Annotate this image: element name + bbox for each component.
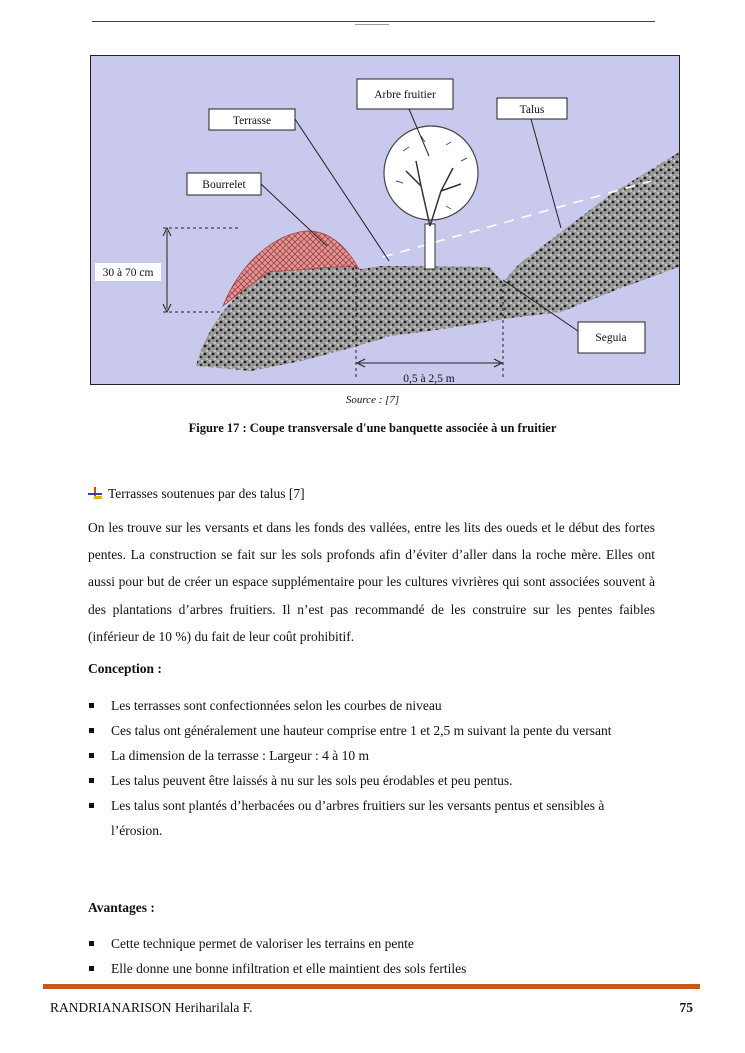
cross-section-diagram [91, 56, 680, 385]
list-item: Cette technique permet de valoriser les terrains en pente [88, 931, 655, 956]
header-rule [92, 21, 655, 22]
figure-source: Source : [7] [345, 394, 400, 406]
svg-text:Bourrelet: Bourrelet [202, 179, 246, 191]
list-item: La dimension de la terrasse : Largeur : 4 à 10 m [88, 743, 655, 768]
footer-rule [43, 984, 700, 989]
label-terrasse [209, 109, 295, 130]
list-item: Elle donne une bonne infiltration et elle maintient des sols fertiles [88, 956, 655, 981]
list-item: Ces talus ont généralement une hauteur comprise entre 1 et 2,5 m suivant la pente du versant [88, 718, 655, 743]
figure-terrace-cross-section [90, 55, 680, 385]
label-seguia [578, 322, 645, 353]
list-item: Les talus peuvent être laissés à nu sur les sols peu érodables et peu pentus. [88, 768, 655, 793]
section-title-text: Terrasses soutenues par des talus [7] [108, 486, 305, 501]
section-title [88, 486, 305, 502]
header-rule-mark [355, 24, 389, 25]
avantages-heading: Avantages : [88, 900, 155, 915]
page-number: 75 [679, 1000, 693, 1015]
avantages-list [88, 931, 655, 981]
arrow-bullet-icon [88, 487, 102, 499]
svg-text:Terrasse: Terrasse [232, 115, 272, 127]
list-item: Les talus sont plantés d’herbacées ou d’arbres fruitiers sur les versants pentus et sensibles à l’érosion. [88, 793, 655, 843]
svg-text:Talus: Talus [519, 104, 545, 116]
svg-text:Seguia: Seguia [595, 332, 627, 344]
svg-text:Arbre fruitier: Arbre fruitier [374, 89, 436, 101]
list-item: Les terrasses sont confectionnées selon les courbes de niveau [88, 693, 655, 718]
conception-list [88, 693, 655, 843]
svg-text:30 à 70 cm: 30 à 70 cm [102, 267, 154, 279]
label-talus [497, 98, 567, 119]
footer-author: RANDRIANARISON Heriharilala F. [50, 1000, 253, 1015]
conception-heading: Conception : [88, 661, 162, 676]
label-bourrelet [187, 173, 261, 195]
figure-caption: Figure 17 : Coupe transversale d'une banquette associée à un fruitier [188, 421, 557, 435]
label-arbre-fruitier [357, 79, 453, 109]
svg-text:0,5 à 2,5 m: 0,5 à 2,5 m [403, 373, 455, 385]
intro-paragraph: On les trouve sur les versants et dans les fonds des vallées, entre les lits des oueds et le début des fortes pentes. La construction se fait sur les sols profonds afin d’éviter d’aller dans la roche mère. Elles ont aussi pour but de créer un espace supplémentaire pour les cultures vivrières qui sont associées souvent à des plantations d’arbres fruitiers. Il n’est pas recommandé de les construire sur les pentes faibles (inférieur de 10 %) du fait de leur coût prohibitif. [88, 520, 655, 644]
